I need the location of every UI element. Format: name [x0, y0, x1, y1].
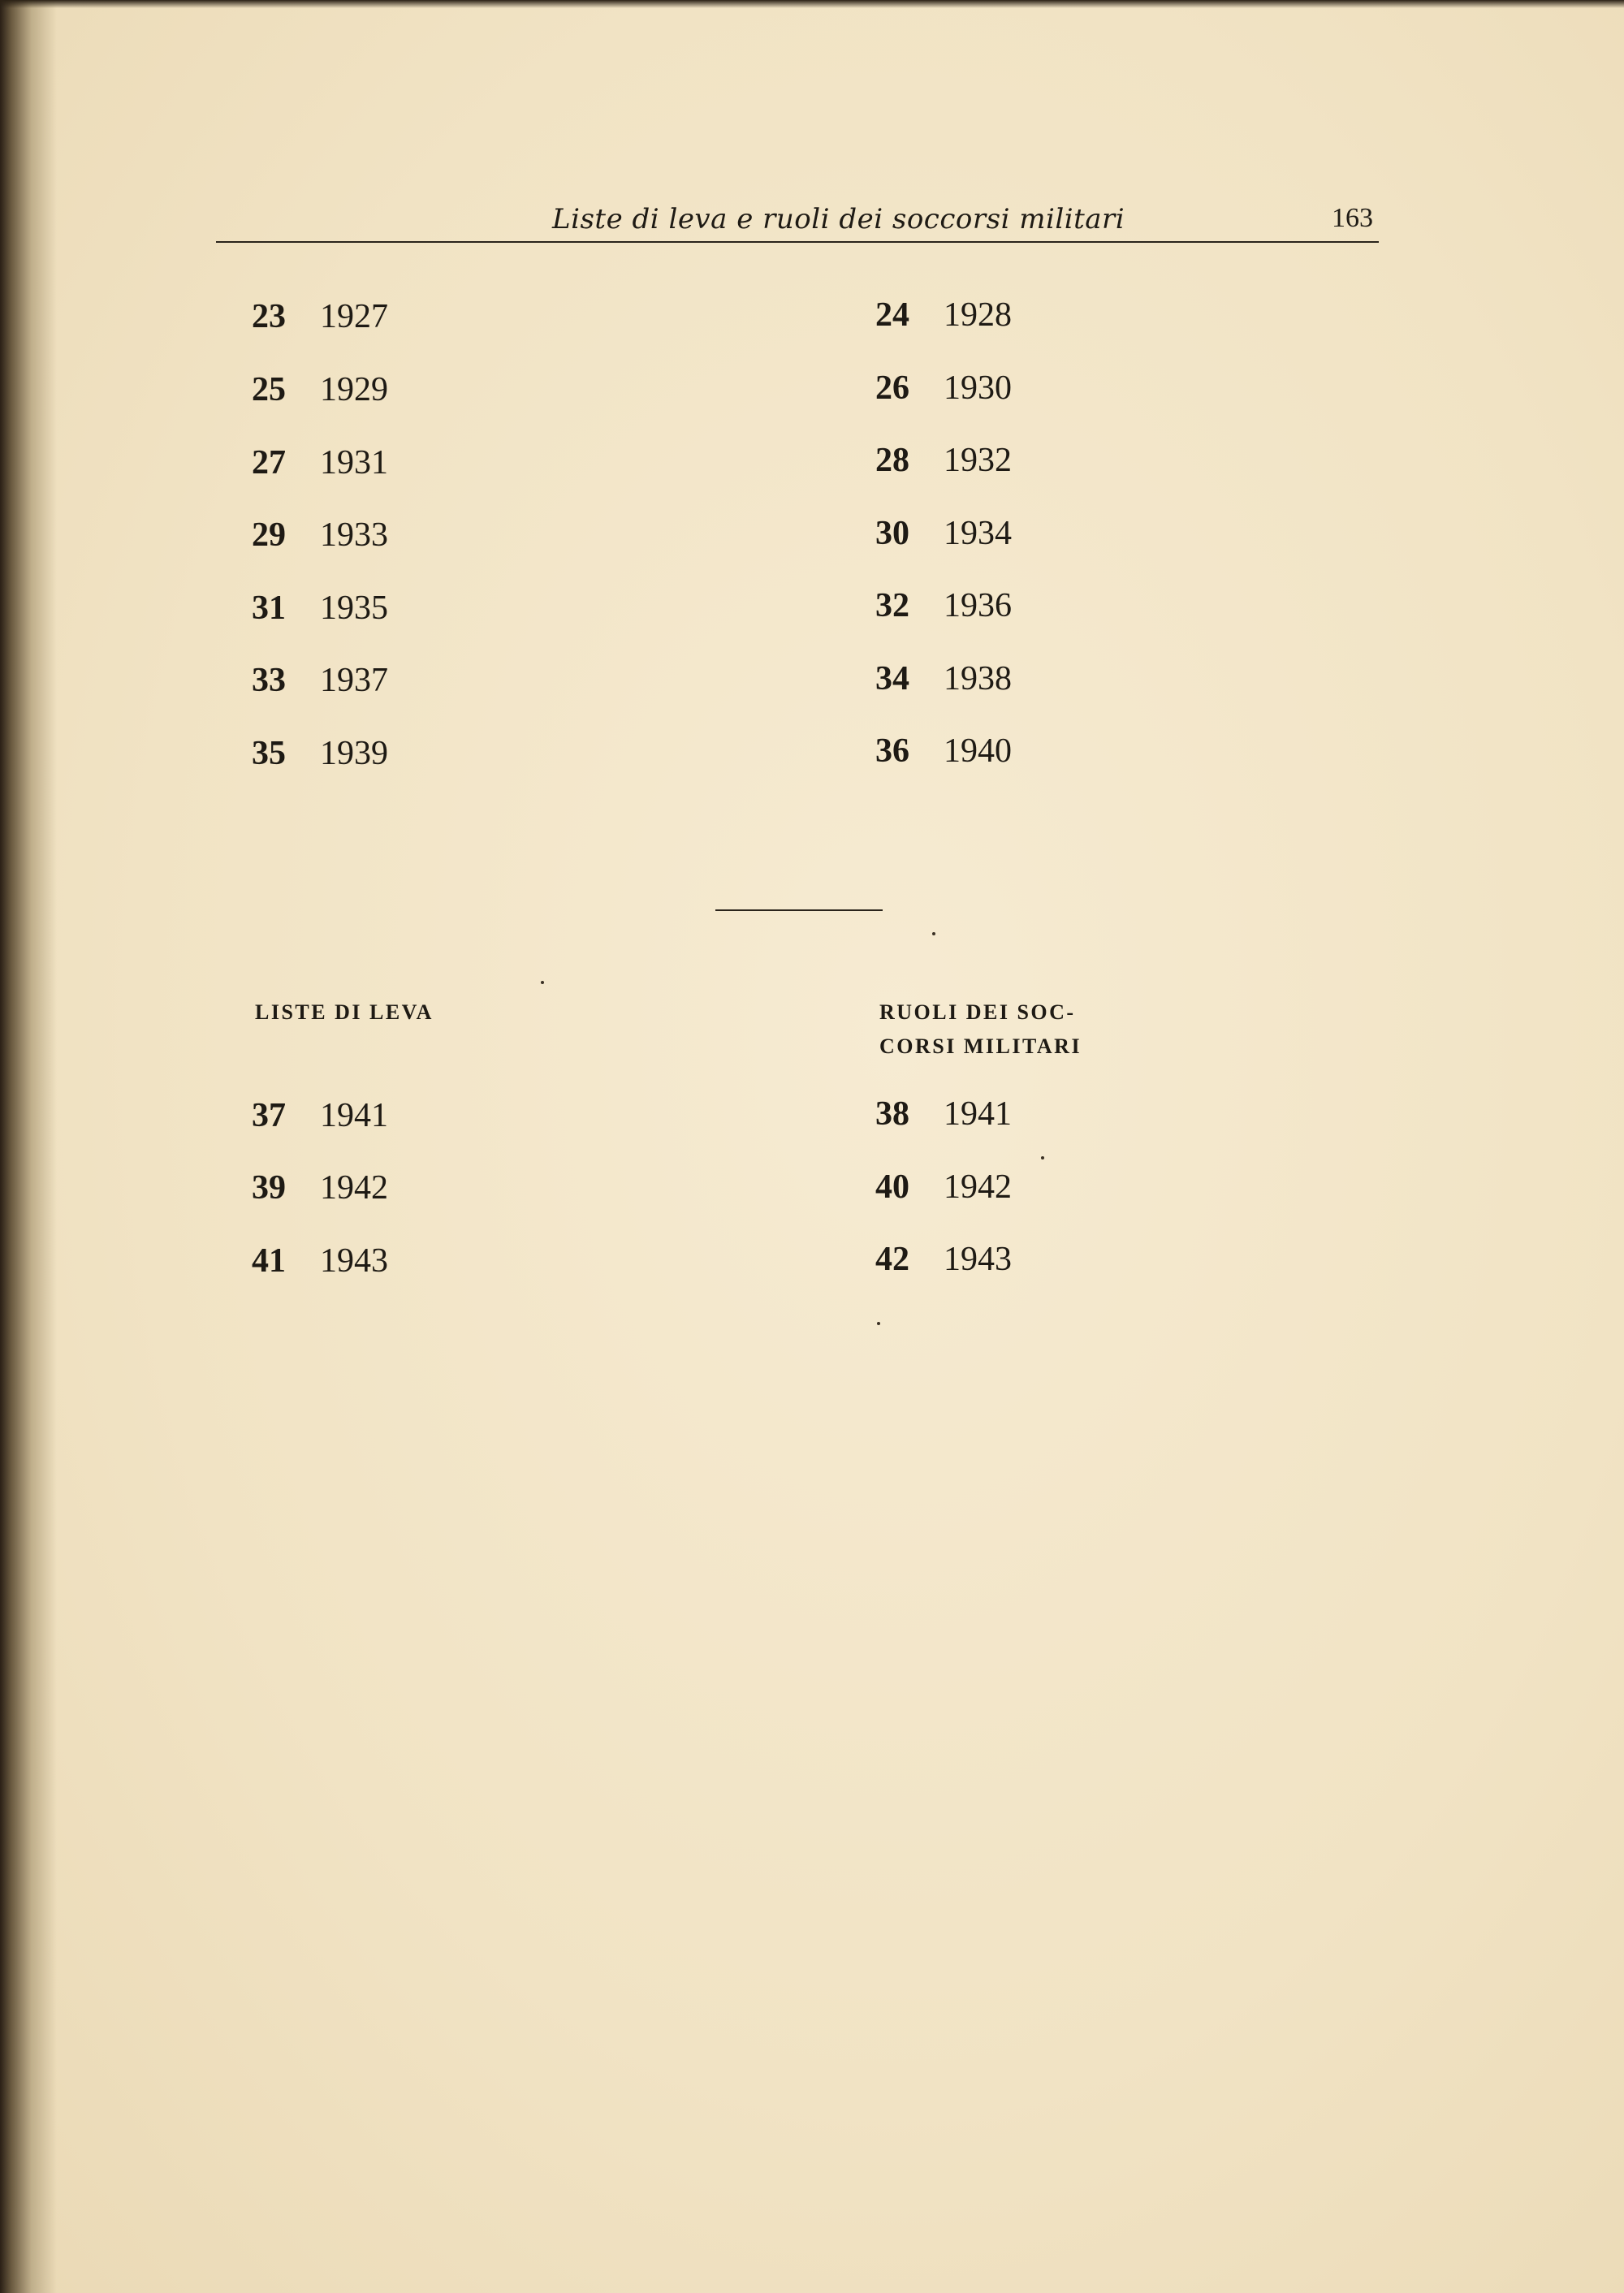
list-item: [875, 514, 1012, 553]
running-title: Liste di leva e ruoli dei soccorsi militari: [552, 203, 1125, 235]
page-number: 163: [1332, 203, 1373, 233]
item-year: 1934: [944, 515, 1012, 552]
paper-speck: [541, 981, 544, 984]
list-item: [252, 370, 388, 409]
item-year: 1942: [944, 1168, 1012, 1206]
item-year: 1937: [320, 662, 388, 699]
item-year: 1943: [320, 1242, 388, 1280]
item-year: 1932: [944, 442, 1012, 479]
page-top-edge: [0, 0, 1624, 8]
list-item: [252, 589, 388, 628]
section-heading-ruoli-line2: CORSI MILITARI: [879, 1034, 1082, 1058]
list-item: [875, 296, 1012, 335]
item-number: 31: [252, 589, 286, 627]
list-item: [875, 441, 1012, 480]
list-item: [252, 1168, 388, 1207]
list-item: [875, 1168, 1012, 1207]
item-year: 1938: [944, 660, 1012, 697]
list-item: [875, 732, 1012, 771]
item-number: 38: [875, 1095, 909, 1133]
item-year: 1928: [944, 296, 1012, 334]
item-number: 25: [252, 371, 286, 408]
item-year: 1927: [320, 298, 388, 335]
item-number: 33: [252, 662, 286, 699]
list-item: [875, 1095, 1012, 1134]
item-year: 1931: [320, 444, 388, 481]
item-number: 24: [875, 296, 909, 334]
paper-speck: [932, 932, 935, 935]
header-rule: [216, 241, 1379, 243]
list-item: [252, 661, 388, 700]
item-number: 26: [875, 369, 909, 407]
item-number: 35: [252, 735, 286, 772]
paper-speck: [877, 1322, 880, 1325]
item-number: 30: [875, 515, 909, 552]
item-number: 27: [252, 444, 286, 481]
item-number: 41: [252, 1242, 286, 1280]
list-item: [252, 443, 388, 482]
list-item: [875, 369, 1012, 408]
item-number: 37: [252, 1097, 286, 1134]
list-item: [875, 586, 1012, 625]
item-year: 1936: [944, 587, 1012, 624]
binding-shadow: [0, 0, 57, 2293]
list-item: [252, 297, 388, 336]
item-year: 1940: [944, 732, 1012, 770]
item-year: 1929: [320, 371, 388, 408]
item-number: 32: [875, 587, 909, 624]
item-year: 1942: [320, 1169, 388, 1207]
item-number: 28: [875, 442, 909, 479]
item-year: 1943: [944, 1241, 1012, 1278]
list-item: [252, 734, 388, 773]
item-number: 40: [875, 1168, 909, 1206]
item-year: 1939: [320, 735, 388, 772]
list-item: [252, 1242, 388, 1280]
list-item: [252, 1096, 388, 1135]
item-number: 42: [875, 1241, 909, 1278]
item-number: 39: [252, 1169, 286, 1207]
item-year: 1941: [320, 1097, 388, 1134]
item-year: 1941: [944, 1095, 1012, 1133]
item-number: 36: [875, 732, 909, 770]
list-item: [875, 1240, 1012, 1279]
section-heading-liste-di-leva: LISTE DI LEVA: [255, 1000, 434, 1024]
paper-speck: [1041, 1156, 1044, 1159]
list-item: [252, 516, 388, 555]
list-item: [875, 659, 1012, 698]
item-year: 1930: [944, 369, 1012, 407]
item-year: 1935: [320, 589, 388, 627]
section-divider: [715, 909, 883, 911]
item-number: 23: [252, 298, 286, 335]
item-number: 34: [875, 660, 909, 697]
item-number: 29: [252, 516, 286, 554]
item-year: 1933: [320, 516, 388, 554]
section-heading-ruoli-line1: RUOLI DEI SOC-: [879, 1000, 1076, 1024]
